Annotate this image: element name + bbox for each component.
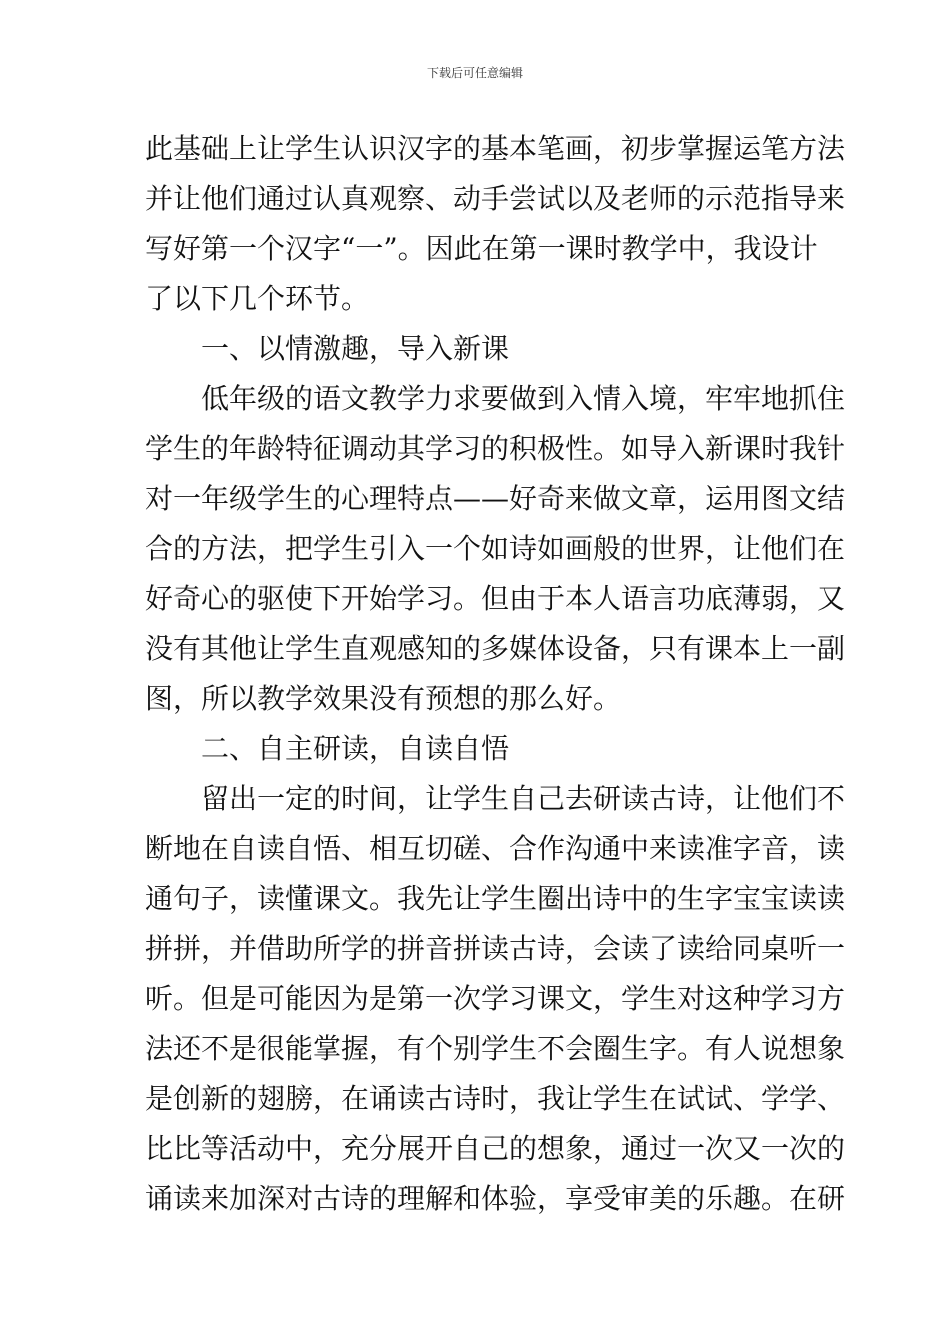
text-line: 对一年级学生的心理特点——好奇来做文章，运用图文结 [145, 482, 846, 515]
text-line: 拼拼，并借助所学的拼音拼读古诗，会读了读给同桌听一 [145, 932, 846, 965]
text-line: 一、以情激趣，导入新课 [201, 332, 510, 365]
text-line: 了以下几个环节。 [145, 282, 370, 315]
page-header: 下载后可任意编辑 [426, 66, 523, 80]
text-line: 通句子，读懂课文。我先让学生圈出诗中的生字宝宝读读 [145, 882, 846, 915]
text-line: 没有其他让学生直观感知的多媒体设备，只有课本上一副 [145, 632, 846, 665]
text-line: 写好第一个汉字“一”。因此在第一课时教学中，我设计 [145, 232, 818, 265]
text-line: 是创新的翅膀，在诵读古诗时，我让学生在试试、学学、 [145, 1082, 846, 1115]
text-line: 法还不是很能掌握，有个别学生不会圈生字。有人说想象 [145, 1032, 846, 1065]
text-line: 听。但是可能因为是第一次学习课文，学生对这种学习方 [145, 982, 846, 1015]
text-line: 好奇心的驱使下开始学习。但由于本人语言功底薄弱，又 [145, 582, 846, 615]
text-line: 低年级的语文教学力求要做到入情入境，牢牢地抓住 [201, 382, 846, 415]
section-heading [145, 324, 810, 374]
text-line: 留出一定的时间，让学生自己去研读古诗，让他们不 [201, 782, 846, 815]
text-line: 比比等活动中，充分展开自己的想象，通过一次又一次的 [145, 1132, 846, 1165]
text-line: 诵读来加深对古诗的理解和体验，享受审美的乐趣。在研 [145, 1182, 846, 1215]
text-line: 此基础上让学生认识汉字的基本笔画，初步掌握运笔方法 [145, 132, 846, 165]
text-line: 并让他们通过认真观察、动手尝试以及老师的示范指导来 [145, 182, 846, 215]
paragraph [145, 374, 846, 724]
text-line: 图，所以教学效果没有预想的那么好。 [145, 682, 622, 715]
text-line: 学生的年龄特征调动其学习的积极性。如导入新课时我针 [145, 432, 846, 465]
document-body [145, 124, 846, 1224]
text-line: 二、自主研读，自读自悟 [201, 732, 510, 765]
text-line: 断地在自读自悟、相互切磋、合作沟通中来读准字音，读 [145, 832, 846, 865]
paragraph [145, 774, 846, 1224]
section-heading [145, 724, 810, 774]
paragraph [145, 124, 846, 324]
text-line: 合的方法，把学生引入一个如诗如画般的世界，让他们在 [145, 532, 846, 565]
